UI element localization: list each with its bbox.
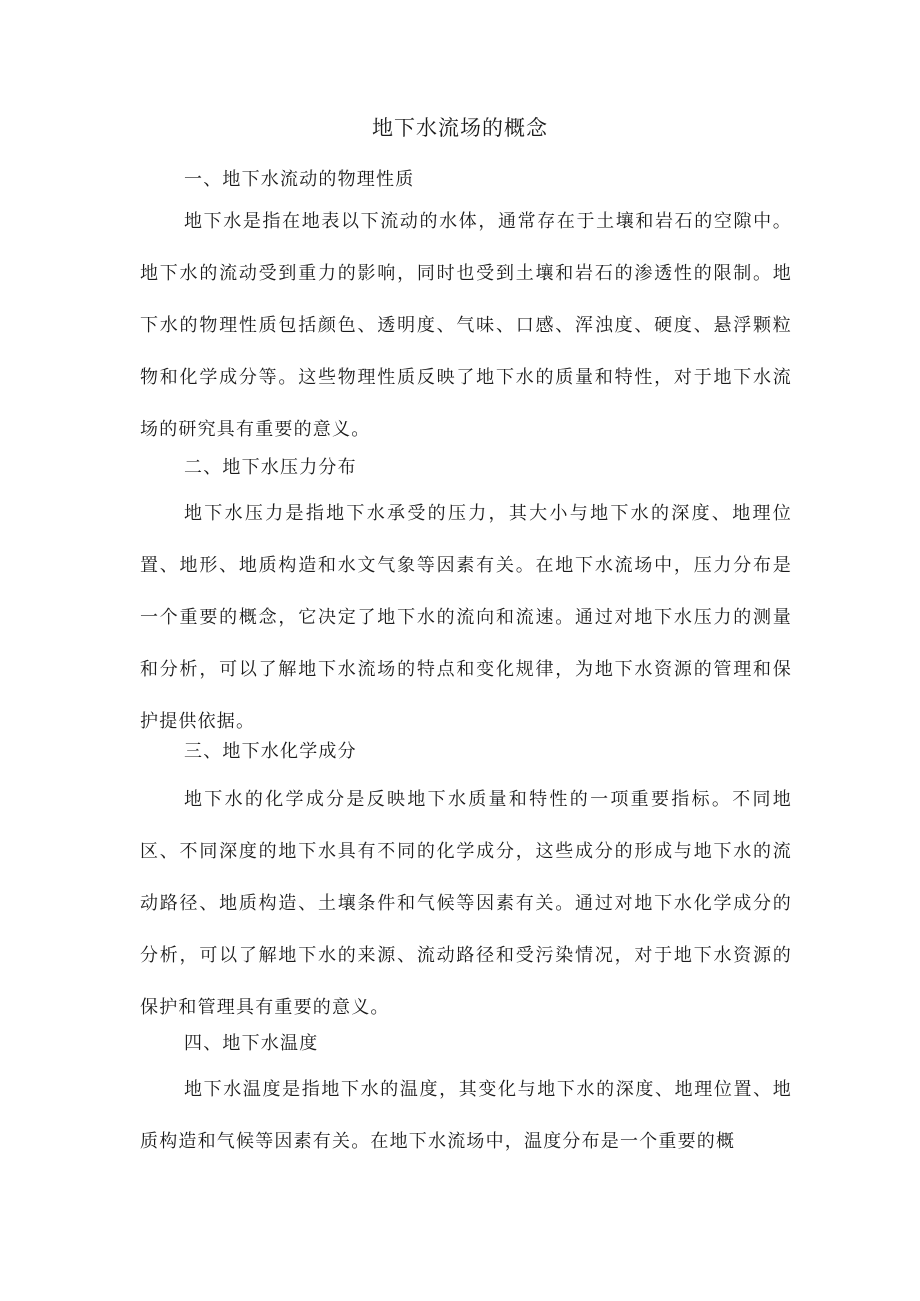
section-paragraph-4: 地下水温度是指地下水的温度，其变化与地下水的深度、地理位置、地质构造和气候等因素有关。在地下水流场中，温度分布是一个重要的概 [140,1079,792,1152]
section-heading-4: 四、地下水温度 [184,1033,319,1054]
document-title: 地下水流场的概念 [372,116,548,140]
section-paragraph-3: 地下水的化学成分是反映地下水质量和特性的一项重要指标。不同地区、不同深度的地下水具有不同的化学成分，这些成分的形成与地下水的流动路径、地质构造、土壤条件和气候等因素有关。通过对地下水化学成分的分析，可以了解地下水的来源、流动路径和受污染情况，对于地下水资源的保护和管理具有重要的意义。 [140,789,792,1018]
section-paragraph-2: 地下水压力是指地下水承受的压力，其大小与地下水的深度、地理位置、地形、地质构造和水文气象等因素有关。在地下水流场中，压力分布是一个重要的概念，它决定了地下水的流向和流速。通过对地下水压力的测量和分析，可以了解地下水流场的特点和变化规律，为地下水资源的管理和保护提供依据。 [140,503,792,732]
section-heading-3: 三、地下水化学成分 [184,741,357,762]
section-heading-1: 一、地下水流动的物理性质 [184,169,415,190]
section-paragraph-1: 地下水是指在地表以下流动的水体，通常存在于土壤和岩石的空隙中。地下水的流动受到重力的影响，同时也受到土壤和岩石的渗透性的限制。地下水的物理性质包括颜色、透明度、气味、口感、浑浊度、硬度、悬浮颗粒物和化学成分等。这些物理性质反映了地下水的质量和特性，对于地下水流场的研究具有重要的意义。 [140,211,792,440]
section-heading-2: 二、地下水压力分布 [184,457,357,478]
